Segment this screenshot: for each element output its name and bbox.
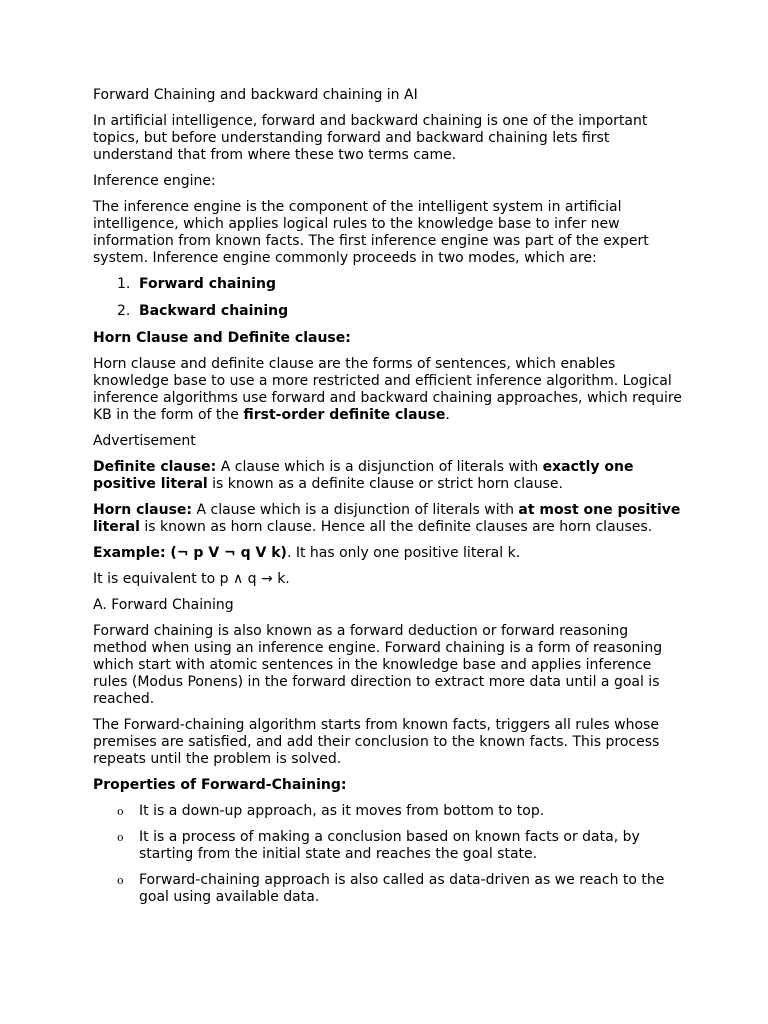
- bullet-icon: o: [117, 805, 124, 818]
- horn-clause-paragraph: [93, 502, 683, 536]
- term-label: Horn clause:: [93, 502, 193, 518]
- document-title: Forward Chaining and backward chaining in AI: [93, 87, 418, 103]
- mode-forward-chaining: Forward chaining: [139, 276, 276, 292]
- list-item: [93, 276, 683, 293]
- paragraph-text: Horn clause and definite clause are the forms of sentences, which enables knowledge base to use a more restricted and efficient inference algorithm. Logical inference algorithms use forward and backward chaining approaches, which require KB in the form of the: [93, 356, 682, 423]
- paragraph-text: . It has only one positive literal k.: [286, 545, 521, 561]
- definite-clause-paragraph: [93, 459, 683, 493]
- bullet-icon: o: [117, 874, 124, 887]
- modes-list: [93, 276, 683, 320]
- horn-definite-heading: [93, 330, 683, 347]
- document-body: [93, 87, 683, 915]
- properties-heading: [93, 777, 683, 794]
- section-heading: Horn Clause and Definite clause:: [93, 330, 351, 346]
- paragraph-text: is known as a definite clause or strict horn clause.: [207, 476, 563, 492]
- paragraph-text: A clause which is a disjunction of literals with: [192, 502, 519, 518]
- mode-backward-chaining: Backward chaining: [139, 303, 289, 319]
- bold-term: exactly one positive literal: [93, 459, 634, 492]
- inference-paragraph: The inference engine is the component of the intelligent system in artificial intelligence, which applies logical rules to the knowledge base to infer new information from known facts. The first inference engine was part of the expert system. Inference engine commonly proceeds in two modes, which are:: [93, 199, 649, 266]
- bullet-icon: o: [117, 831, 124, 844]
- property-text: Forward-chaining approach is also called as data-driven as we reach to the goal using available data.: [139, 872, 665, 905]
- equivalent-paragraph: It is equivalent to p ∧ q → k.: [93, 571, 290, 587]
- list-item: [93, 872, 683, 906]
- inference-heading: Inference engine:: [93, 173, 216, 189]
- forward-paragraph-2: The Forward-chaining algorithm starts from known facts, triggers all rules whose premises are satisfied, and add their conclusion to the known facts. This process repeats until the problem is solved.: [93, 717, 660, 767]
- horn-definite-paragraph: [93, 356, 683, 424]
- property-text: It is a process of making a conclusion based on known facts or data, by starting from the initial state and reaches the goal state.: [139, 829, 640, 862]
- advertisement-label: Advertisement: [93, 433, 196, 449]
- list-number: 2.: [117, 303, 131, 319]
- paragraph-text: is known as horn clause. Hence all the definite clauses are horn clauses.: [139, 519, 653, 535]
- list-item: [93, 829, 683, 863]
- property-text: It is a down-up approach, as it moves from bottom to top.: [139, 803, 545, 819]
- paragraph-text: A clause which is a disjunction of literals with: [216, 459, 543, 475]
- section-heading: Properties of Forward-Chaining:: [93, 777, 347, 793]
- paragraph-text: .: [445, 407, 450, 423]
- example-paragraph: [93, 545, 683, 562]
- forward-paragraph-1: Forward chaining is also known as a forward deduction or forward reasoning method when using an inference engine. Forward chaining is a form of reasoning which start with atomic sentences in the knowledge base and applies inference rules (Modus Ponens) in the forward direction to extract more data until a goal is reached.: [93, 623, 663, 707]
- list-item: [93, 803, 683, 820]
- properties-list: [93, 803, 683, 906]
- example-label: Example: (¬ p V ¬ q V k): [93, 545, 287, 561]
- bold-term: first-order definite clause: [243, 407, 446, 423]
- intro-paragraph: In artificial intelligence, forward and backward chaining is one of the important topics, but before understanding forward and backward chaining lets first understand that from where these two terms came.: [93, 113, 648, 163]
- list-number: 1.: [117, 276, 131, 292]
- term-label: Definite clause:: [93, 459, 217, 475]
- bold-term: at most one positive literal: [93, 502, 681, 535]
- section-a-heading: A. Forward Chaining: [93, 597, 234, 613]
- list-item: [93, 303, 683, 320]
